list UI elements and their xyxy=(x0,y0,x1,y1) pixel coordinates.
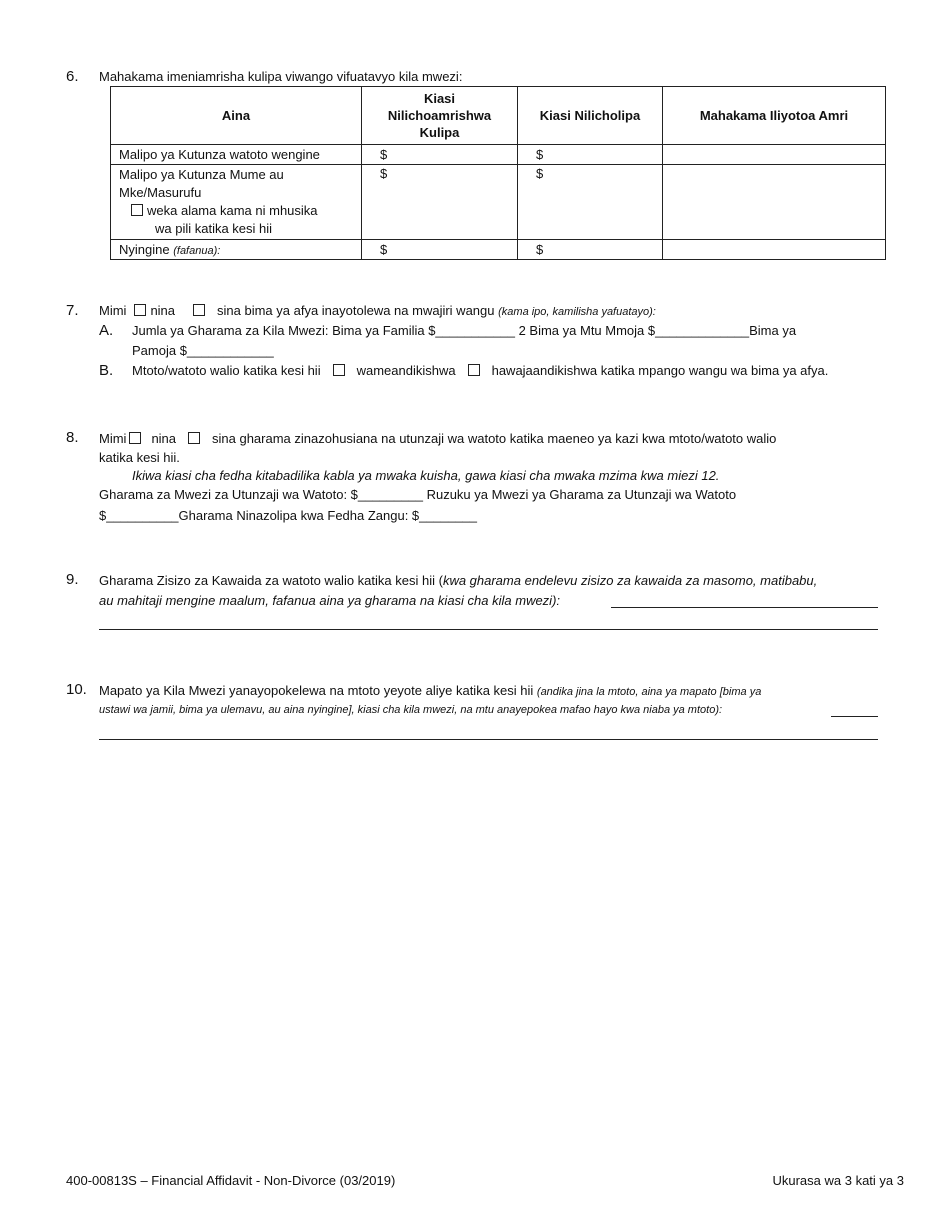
row2-check-text1: weka alama kama ni mhusika xyxy=(147,203,318,218)
q8-text2: katika kesi hii. xyxy=(99,450,180,465)
q9-answer-line-2[interactable] xyxy=(99,629,878,630)
not-enrolled-checkbox[interactable] xyxy=(468,364,480,376)
row1-label: Malipo ya Kutunza watoto wengine xyxy=(111,145,362,165)
footer-form-id: 400-00813S – Financial Affidavit - Non-Divorce (03/2019) xyxy=(66,1173,396,1188)
q7-note: (kama ipo, kamilisha yafuatayo): xyxy=(498,306,656,318)
q7-a-label: A. xyxy=(99,322,114,339)
row3-ordered[interactable]: $ xyxy=(362,240,518,260)
header-ordered xyxy=(362,87,518,145)
enrolled-checkbox[interactable] xyxy=(333,364,345,376)
q9-note2: au mahitaji mengine maalum, fafanua aina ya gharama na kiasi cha kila mwezi): xyxy=(99,593,561,608)
q7-b-text3: hawajaandikishwa katika mpango wangu wa bima ya afya. xyxy=(491,363,829,378)
q8-nina: nina xyxy=(151,431,177,446)
q10-answer-line-2[interactable] xyxy=(99,739,878,740)
row2-label-line1: Malipo ya Kutunza Mume au xyxy=(119,167,284,182)
q9-answer-line-1[interactable] xyxy=(611,607,878,608)
header-court: Mahakama Iliyotoa Amri xyxy=(663,87,886,145)
row2-label-line2: Mke/Masurufu xyxy=(119,185,202,200)
q10-answer-line-1[interactable] xyxy=(831,716,878,717)
q8-line4: $__________Gharama Ninazolipa kwa Fedha Zangu: $________ xyxy=(99,508,478,523)
q9-line1 xyxy=(99,573,817,588)
row1-court[interactable] xyxy=(663,145,886,165)
row3-label-cell xyxy=(111,240,362,260)
q7-b-line xyxy=(132,363,828,378)
q8-nina-checkbox[interactable] xyxy=(129,432,141,444)
q7-a-line1: Jumla ya Gharama za Kila Mwezi: Bima ya Familia $___________ 2 Bima ya Mtu Mmoja $_____________Bima ya xyxy=(132,323,797,338)
q10-line1 xyxy=(99,683,761,698)
row2-label-cell xyxy=(111,165,362,240)
q10-note1: (andika jina la mtoto, aina ya mapato [bima ya xyxy=(536,686,762,698)
q9-note1: kwa gharama endelevu zisizo za kawaida za masomo, matibabu, xyxy=(442,573,818,588)
q7-nina: nina xyxy=(150,303,176,318)
header-paid: Kiasi Nilicholipa xyxy=(518,87,663,145)
q10-text: Mapato ya Kila Mwezi yanayopokelewa na mtoto yeyote aliye katika kesi hii xyxy=(99,683,534,698)
q8-mimi: Mimi xyxy=(99,431,127,446)
row2-paid[interactable]: $ xyxy=(518,165,663,240)
row2-checkbox-row xyxy=(119,202,353,220)
row1-ordered[interactable]: $ xyxy=(362,145,518,165)
table-header-row xyxy=(111,87,886,145)
q7-b-text1: Mtoto/watoto walio katika kesi hii xyxy=(132,363,321,378)
row2-check-text2: wa pili katika kesi hii xyxy=(155,221,273,236)
q7-sina-text: sina bima ya afya inayotolewa na mwajiri wangu xyxy=(217,303,495,318)
q9-number: 9. xyxy=(66,571,79,588)
footer-page-number: Ukurasa wa 3 kati ya 3 xyxy=(772,1173,904,1188)
q7-b-text2: wameandikishwa xyxy=(356,363,456,378)
row3-label: Nyingine xyxy=(119,242,170,257)
q8-text1: sina gharama zinazohusiana na utunzaji wa watoto katika maeneo ya kazi kwa mtoto/watoto walio xyxy=(212,431,777,446)
q10-number: 10. xyxy=(66,681,87,698)
q9-text: Gharama Zisizo za Kawaida za watoto walio katika kesi hii ( xyxy=(99,573,443,588)
q7-mimi: Mimi xyxy=(99,303,127,318)
q8-line1 xyxy=(99,431,776,446)
q8-line3: Gharama za Mwezi za Utunzaji wa Watoto: $_________ Ruzuku ya Mwezi ya Gharama za Utunzaji wa Watoto xyxy=(99,487,737,502)
second-party-checkbox[interactable] xyxy=(131,204,143,216)
q7-number: 7. xyxy=(66,302,79,319)
q6-intro: Mahakama imeniamrisha kulipa viwango vifuatavyo kila mwezi: xyxy=(99,69,463,84)
row2-court[interactable] xyxy=(663,165,886,240)
q8-sina-checkbox[interactable] xyxy=(188,432,200,444)
table-row xyxy=(111,165,886,240)
q6-number: 6. xyxy=(66,68,79,85)
row2-ordered[interactable]: $ xyxy=(362,165,518,240)
row1-paid[interactable]: $ xyxy=(518,145,663,165)
q10-note2: ustawi wa jamii, bima ya ulemavu, au aina nyingine], kiasi cha kila mwezi, na mtu anayepokea mafao hayo kwa niaba ya mtoto): xyxy=(99,704,723,716)
court-ordered-payments-table xyxy=(110,86,886,260)
header-ordered-line1: Kiasi xyxy=(423,91,456,106)
q8-number: 8. xyxy=(66,429,79,446)
header-aina: Aina xyxy=(111,87,362,145)
row3-paid[interactable]: $ xyxy=(518,240,663,260)
q7-line1 xyxy=(99,303,656,318)
q7-a-line2: Pamoja $____________ xyxy=(132,343,274,358)
q7-b-label: B. xyxy=(99,362,114,379)
q7-sina-checkbox[interactable] xyxy=(193,304,205,316)
header-ordered-line2: Nilichoamrishwa xyxy=(387,108,492,123)
header-ordered-line3: Kulipa xyxy=(419,125,460,140)
q7-nina-checkbox[interactable] xyxy=(134,304,146,316)
row3-court[interactable] xyxy=(663,240,886,260)
row3-note: (fafanua): xyxy=(173,245,221,257)
table-row xyxy=(111,240,886,260)
table-row xyxy=(111,145,886,165)
q8-note: Ikiwa kiasi cha fedha kitabadilika kabla ya mwaka kuisha, gawa kiasi cha mwaka mzima kwa miezi 12. xyxy=(132,468,720,483)
